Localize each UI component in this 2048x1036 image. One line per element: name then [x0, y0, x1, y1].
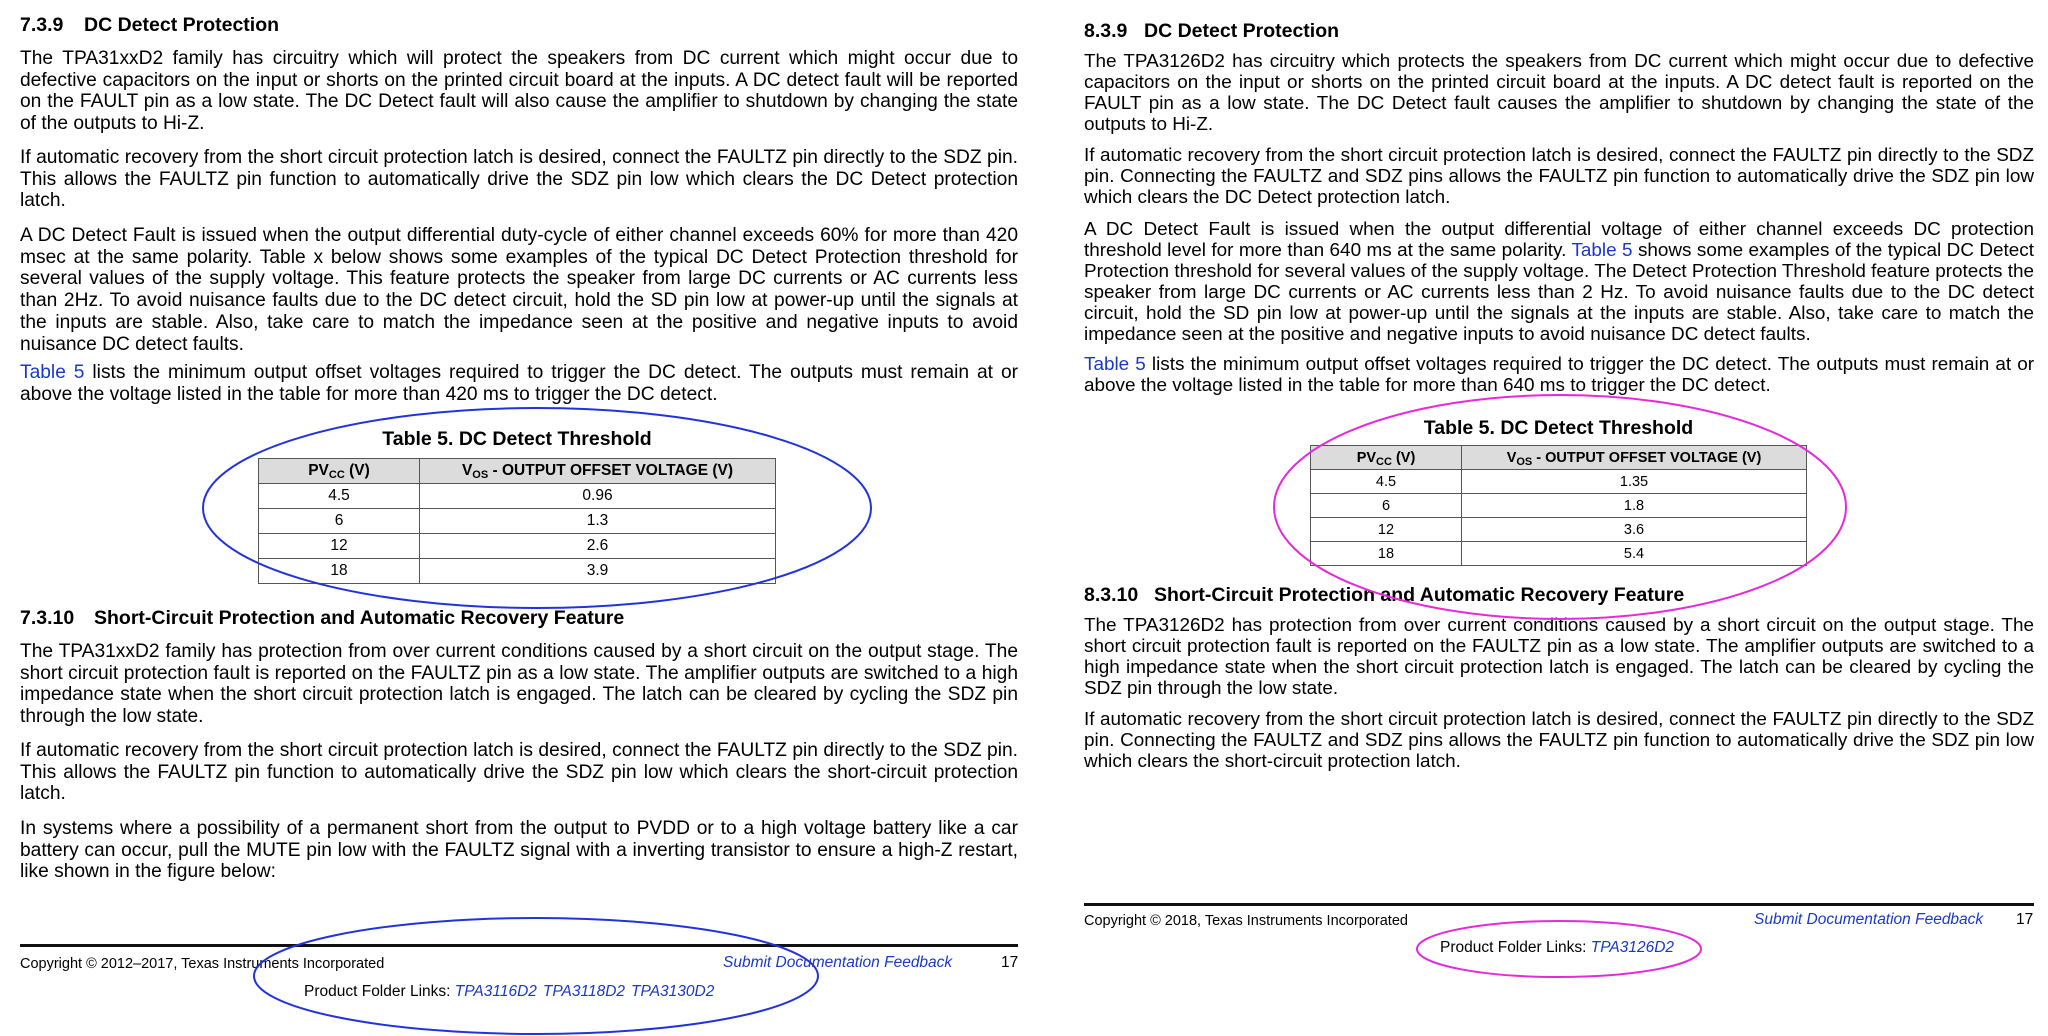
- table-header-row: [1311, 446, 1807, 470]
- product-link-tpa3118d2[interactable]: TPA3118D2: [542, 983, 626, 1000]
- table-row: [259, 509, 776, 534]
- column-header-vos: $V_{OS}$ - OUTPUT OFFSET VOLTAGE (V): [1462, 446, 1807, 470]
- cell-vos: 5.4: [1462, 542, 1807, 566]
- product-folder-links: [304, 983, 720, 1001]
- footer-divider: [1084, 903, 2034, 906]
- annotation-ellipse-left-footer: [254, 918, 818, 1034]
- table-row: [259, 559, 776, 584]
- section-title: Short-Circuit Protection and Automatic Recovery Feature: [94, 607, 625, 629]
- paragraph-text: lists the minimum output offset voltages required to trigger the DC detect. The outputs must remain at or above the voltage listed in the table for more than 420 ms to trigger the DC detect.: [20, 362, 1019, 405]
- cell-vos: 2.6: [420, 534, 776, 559]
- cell-pvcc: 4.5: [259, 484, 420, 509]
- paragraph-text: shows some examples of the typical DC Detect Protection threshold for several values of the supply voltage. The Detect Protection Threshold feature protects the speaker from large DC currents or AC currents less than 2 Hz. To avoid nuisance faults due to the DC detect circuit, hold the SD pin low at power-up until the signals at the inputs are stable. Also, take care to match the impedance seen at the positive and negative inputs to avoid nuisance DC detect faults.: [1084, 239, 2034, 345]
- section-title: Short-Circuit Protection and Automatic Recovery Feature: [1154, 584, 1685, 606]
- cell-pvcc: 6: [259, 509, 420, 534]
- product-folder-label: Product Folder Links:: [1440, 939, 1591, 956]
- submit-feedback-link[interactable]: Submit Documentation Feedback: [723, 954, 953, 971]
- product-folder-label: Product Folder Links:: [304, 983, 455, 1000]
- section-title: DC Detect Protection: [1144, 20, 1340, 42]
- section-heading-7-3-10: [20, 607, 624, 630]
- dc-detect-threshold-table: [258, 458, 776, 584]
- paragraph-text: lists the minimum output offset voltages required to trigger the DC detect. The outputs must remain at or above the voltage listed in the table for more than 640 ms to trigger the DC detect.: [1084, 354, 2035, 396]
- page-number: 17: [2016, 911, 2034, 928]
- table-row: [259, 534, 776, 559]
- paragraph: If automatic recovery from the short circuit protection latch is desired, connect the FAULTZ pin directly to the SDZ pin. This allows the FAULTZ pin function to automatically drive the SDZ pin low which clears the DC Detect protection latch.: [20, 147, 1018, 212]
- paragraph: [1084, 220, 2034, 345]
- table-row: [259, 484, 776, 509]
- section-number: 8.3.9: [1084, 20, 1128, 42]
- cell-pvcc: 12: [259, 534, 420, 559]
- paragraph: The TPA3126D2 has protection from over current conditions caused by a short circuit on the output stage. The short circuit protection fault is reported on the FAULTZ pin as a low state. The amplifier outputs are switched to a high impedance state when the short circuit protection latch is engaged. The latch can be cleared by cycling the SDZ pin through the low state.: [1084, 615, 2034, 699]
- cell-vos: 3.9: [420, 559, 776, 584]
- page-number: 17: [1001, 954, 1019, 971]
- table-row: [1311, 494, 1807, 518]
- cell-pvcc: 12: [1311, 518, 1462, 542]
- submit-feedback-link[interactable]: Submit Documentation Feedback: [1754, 911, 1984, 928]
- table-5-link[interactable]: Table 5: [20, 362, 85, 383]
- paragraph-text: A DC Detect Fault is issued when the output differential voltage of either channel exceeds DC protection threshold level for more than 640 ms at the same polarity.: [1084, 219, 2034, 261]
- section-title: DC Detect Protection: [84, 14, 280, 36]
- paragraph: The TPA31xxD2 family has circuitry which will protect the speakers from DC current which might occur due to defective capacitors on the input or shorts on the printed circuit board at the inputs. A DC detect fault will be reported on the FAULT pin as a low state. The DC Detect fault will also cause the amplifier to shutdown by changing the state of the outputs to Hi-Z.: [20, 48, 1018, 135]
- product-link-tpa3126d2[interactable]: TPA3126D2: [1590, 939, 1675, 956]
- paragraph: The TPA3126D2 has circuitry which protects the speakers from DC current which might occur due to defective capacitors on the input or shorts on the printed circuit board at the inputs. A DC detect fault is reported on the FAULT pin as a low state. The DC Detect fault causes the amplifier to shutdown by changing the state of the outputs to Hi-Z.: [1084, 51, 2034, 135]
- cell-pvcc: 18: [259, 559, 420, 584]
- table-title: Table 5. DC Detect Threshold: [1423, 417, 1694, 439]
- copyright-text: Copyright © 2018, Texas Instruments Incorporated: [1084, 913, 1408, 929]
- copyright-text: Copyright © 2012–2017, Texas Instruments Incorporated: [20, 956, 385, 972]
- column-header-pvcc: $PV_{CC}$ (V): [1311, 446, 1462, 470]
- paragraph: If automatic recovery from the short circuit protection latch is desired, connect the FAULTZ pin directly to the SDZ pin. Connecting the FAULTZ and SDZ pins allows the FAULTZ pin function to automatically drive the SDZ pin low which clears the short-circuit protection latch.: [1084, 709, 2034, 772]
- cell-vos: 1.3: [420, 509, 776, 534]
- section-number: 8.3.10: [1084, 584, 1139, 606]
- cell-pvcc: 18: [1311, 542, 1462, 566]
- cell-vos: 1.8: [1462, 494, 1807, 518]
- section-number: 7.3.9: [20, 14, 64, 36]
- paragraph: In systems where a possibility of a permanent short from the output to PVDD or to a high voltage battery like a car battery can occur, pull the MUTE pin low with the FAULTZ signal with a inverting transistor to ensure a high-Z restart, like shown in the figure below:: [20, 818, 1018, 883]
- table-row: [1311, 518, 1807, 542]
- table-title: Table 5. DC Detect Threshold: [382, 428, 652, 450]
- cell-vos: 0.96: [420, 484, 776, 509]
- table-5-link[interactable]: Table 5: [1571, 239, 1633, 261]
- paragraph: If automatic recovery from the short circuit protection latch is desired, connect the FAULTZ pin directly to the SDZ pin. This allows the FAULTZ pin function to automatically drive the SDZ pin low which clears the short-circuit protection latch.: [20, 740, 1018, 805]
- dc-detect-threshold-table: [1310, 445, 1807, 566]
- table-5-link[interactable]: Table 5: [1084, 354, 1146, 375]
- paragraph: If automatic recovery from the short circuit protection latch is desired, connect the FAULTZ pin directly to the SDZ pin. Connecting the FAULTZ and SDZ pins allows the FAULTZ pin function to automatically drive the SDZ pin low which clears the DC Detect protection latch.: [1084, 145, 2034, 208]
- paragraph: A DC Detect Fault is issued when the output differential duty-cycle of either channel exceeds 60% for more than 420 msec at the same polarity. Table x below shows some examples of the typical DC Detect Protection threshold for several values of the supply voltage. This feature protects the speaker from large DC currents or AC currents less than 2Hz. To avoid nuisance faults due to the DC detect circuit, hold the SD pin low at power-up until the signals at the inputs are stable. Also, take care to match the impedance seen at the positive and negative inputs to avoid nuisance DC detect faults.: [20, 225, 1018, 355]
- cell-vos: 1.35: [1462, 470, 1807, 494]
- column-header-vos: VOS - OUTPUT OFFSET VOLTAGE (V): [420, 459, 776, 484]
- footer-divider: [20, 944, 1018, 947]
- paragraph: [1084, 355, 2034, 397]
- table-header-row: [259, 459, 776, 484]
- table-row: [1311, 542, 1807, 566]
- product-link-tpa3130d2[interactable]: TPA3130D2: [631, 983, 715, 1000]
- cell-pvcc: 4.5: [1311, 470, 1462, 494]
- product-link-tpa3116d2[interactable]: TPA3116D2: [454, 983, 537, 1000]
- section-heading-8-3-10: [1084, 584, 1684, 607]
- column-header-pvcc: PVCC (V): [259, 459, 420, 484]
- paragraph: [20, 362, 1018, 405]
- table-row: [1311, 470, 1807, 494]
- cell-vos: 3.6: [1462, 518, 1807, 542]
- section-heading-8-3-9: [1084, 20, 1339, 43]
- section-heading-7-3-9: [20, 14, 279, 37]
- cell-pvcc: 6: [1311, 494, 1462, 518]
- section-number: 7.3.10: [20, 607, 75, 629]
- product-folder-links: [1440, 939, 1680, 957]
- paragraph: The TPA31xxD2 family has protection from over current conditions caused by a short circuit on the output stage. The short circuit protection fault is reported on the FAULTZ pin as a low state. The amplifier outputs are switched to a high impedance state when the short circuit protection latch is engaged. The latch can be cleared by cycling the SDZ pin through the low state.: [20, 641, 1018, 728]
